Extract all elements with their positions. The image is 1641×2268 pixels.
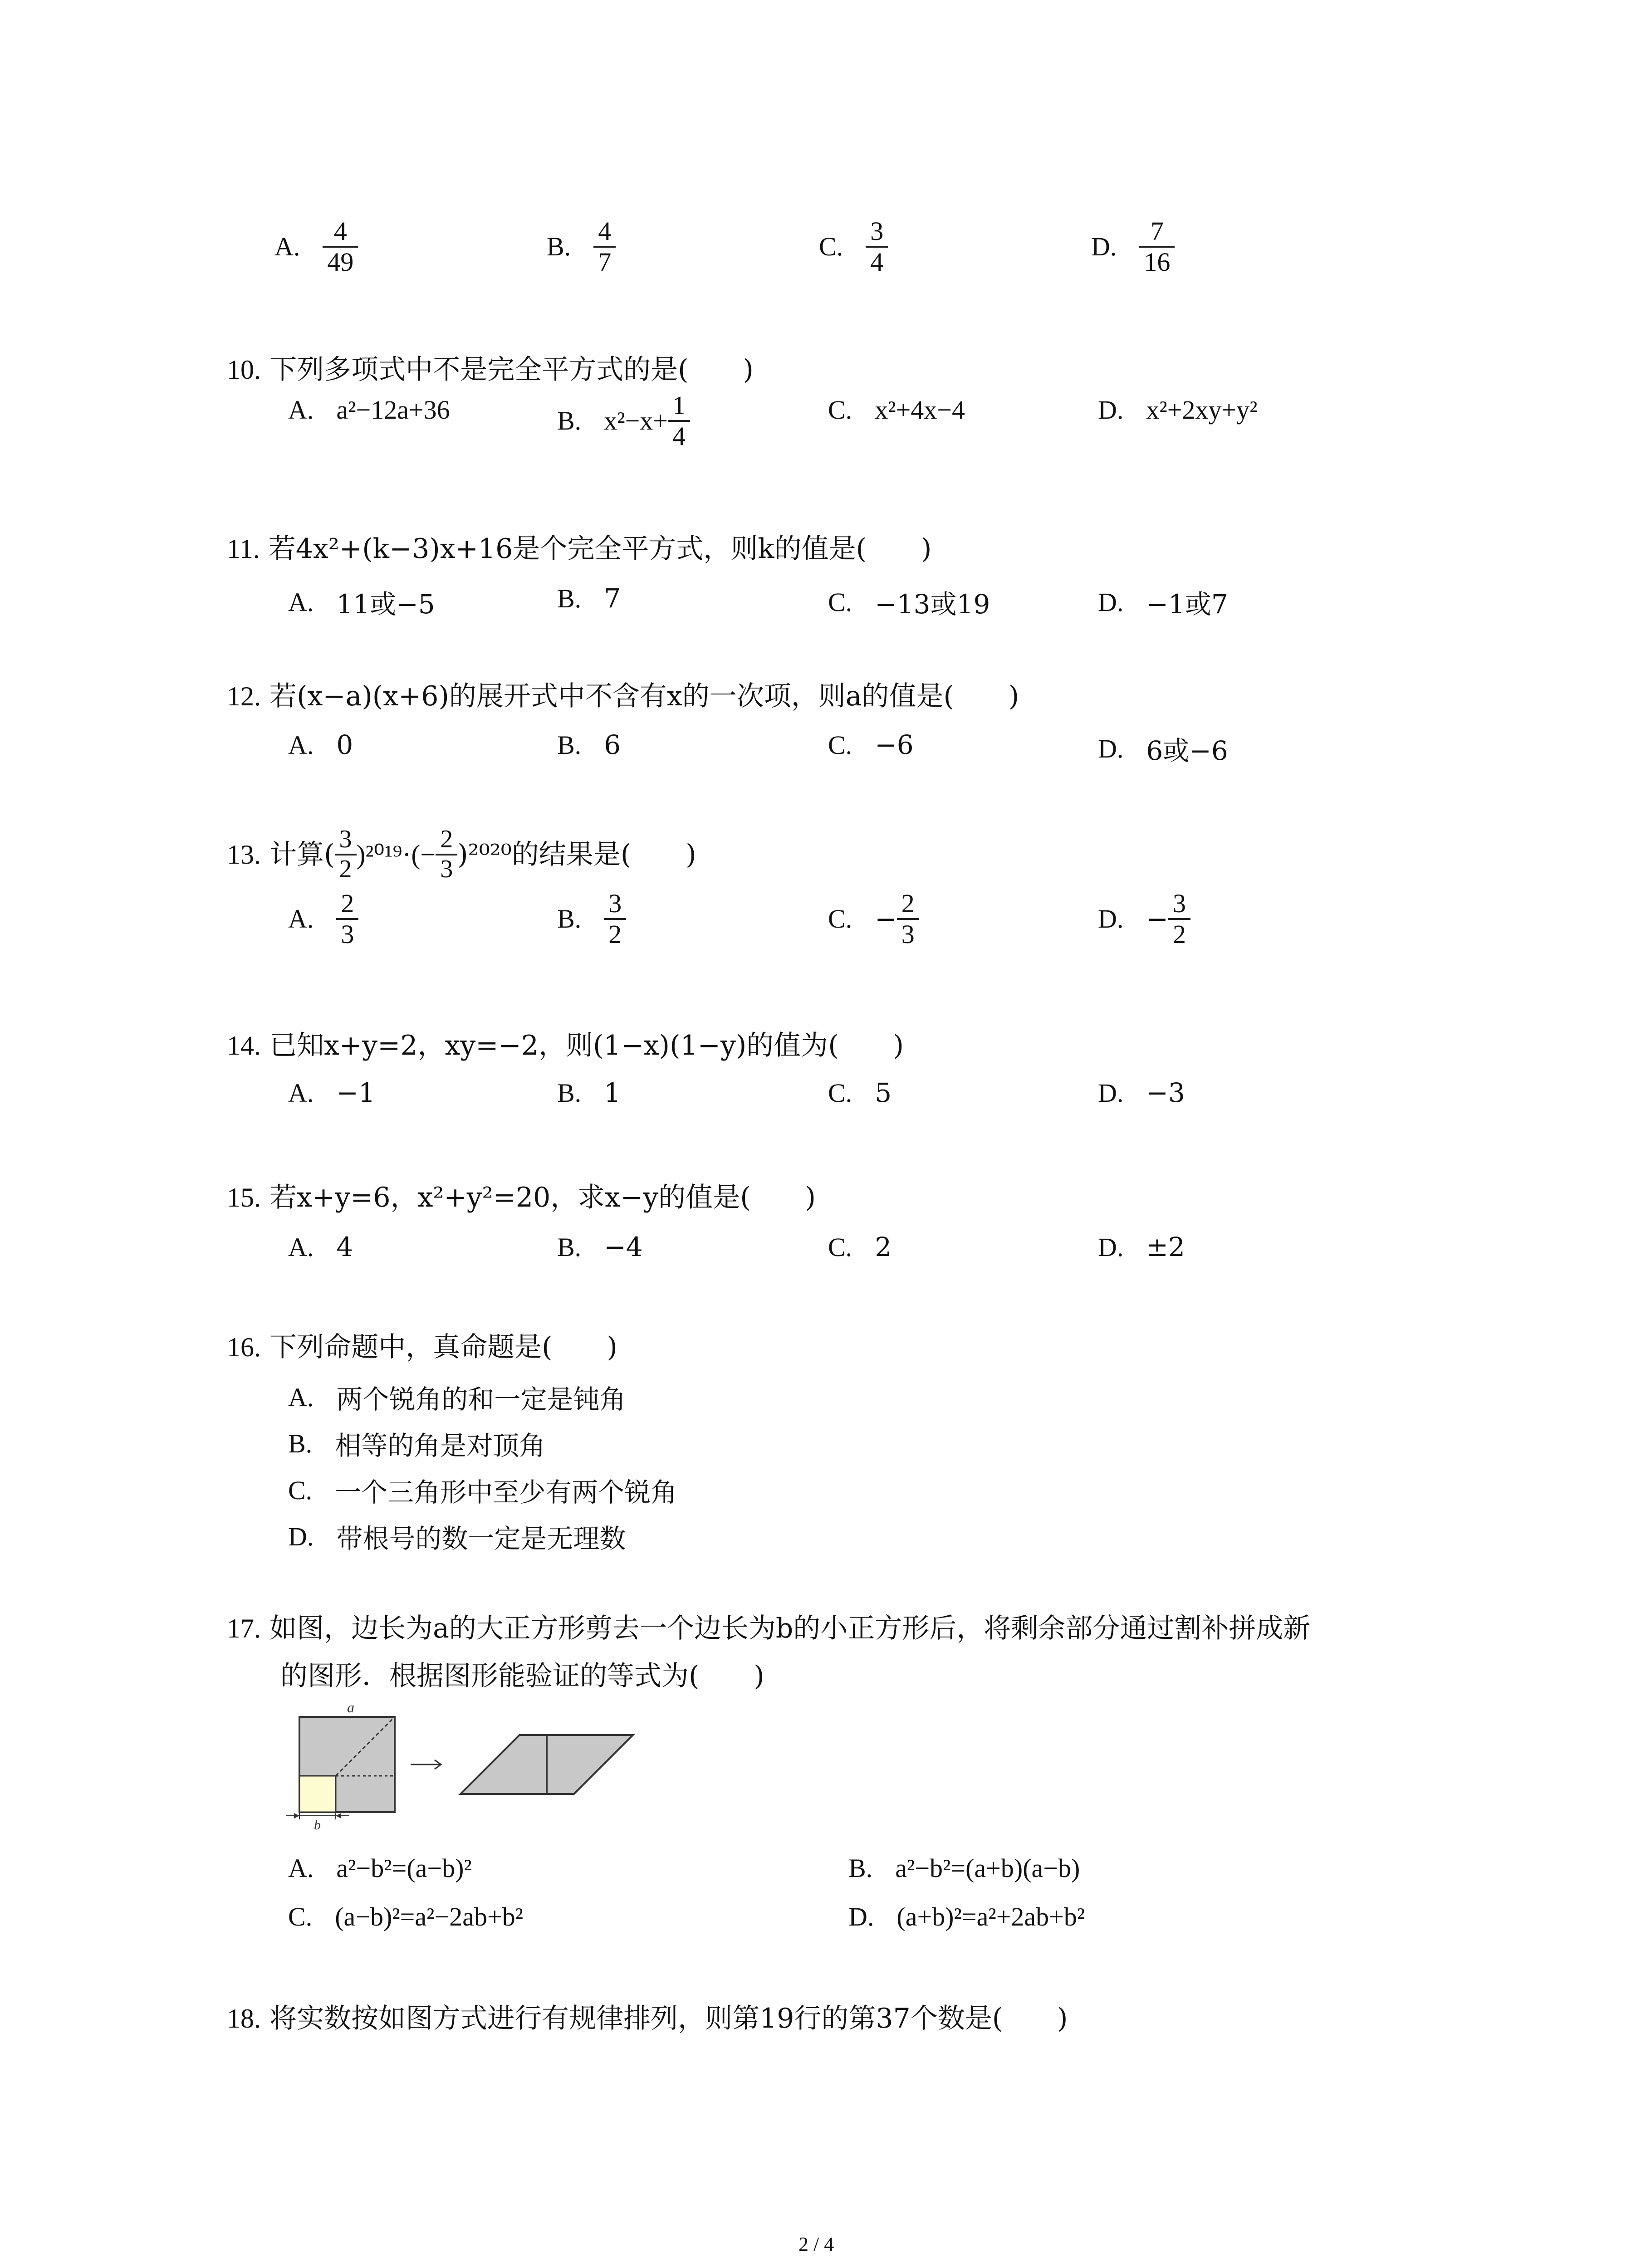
q15-option-d: D. ±2 (1098, 1232, 1185, 1262)
q17-option-c: C. (a−b)²=a²−2ab+b² (288, 1902, 524, 1931)
q17-b-arrow-left (294, 1813, 299, 1818)
q15-option-c: C. 2 (828, 1232, 892, 1262)
q12-option-c: C. −6 (828, 729, 914, 760)
q17-option-d: D. (a+b)²=a²+2ab+b² (848, 1902, 1085, 1931)
q17-small-square (299, 1776, 336, 1812)
q16-option-c: C. 一个三角形中至少有两个锐角 (288, 1475, 677, 1508)
q17-option-a: A. a²−b²=(a−b)² (288, 1853, 472, 1883)
q11-stem: 11. 若4x²+(k−3)x+16是个完全平方式，则k的值是( ) (227, 533, 932, 565)
q9-option-a: A. $\frac{4}{49}$ (274, 217, 358, 277)
q15-option-a: A. 4 (288, 1232, 353, 1262)
q13-option-c: C. − $\frac{2}{3}$ (828, 889, 919, 949)
q13-option-d-fraction: $\frac{3}{2}$ (1168, 889, 1190, 949)
q9-option-b-fraction: $\frac{4}{7}$ (593, 217, 616, 277)
q12-option-d: D. 6或−6 (1098, 733, 1228, 766)
q13-option-b-fraction: $\frac{3}{2}$ (604, 889, 626, 949)
q9-option-b: B. $\frac{4}{7}$ (547, 217, 616, 277)
q14-option-a: A. −1 (288, 1077, 375, 1108)
q16-option-a: A. 两个锐角的和一定是钝角 (288, 1382, 626, 1415)
q13-fraction-1: $\frac{3}{2}$ (335, 826, 357, 883)
q17-stem-line2: 的图形．根据图形能验证的等式为( ) (280, 1660, 764, 1692)
q16-option-d: D. 带根号的数一定是无理数 (288, 1521, 626, 1554)
q12-stem: 12. 若(x−a)(x+6)的展开式中不含有x的一次项，则a的值是( ) (227, 680, 1019, 712)
q16-stem: 16. 下列命题中，真命题是( ) (227, 1331, 617, 1363)
q14-option-b: B. 1 (557, 1077, 621, 1108)
q13-option-c-fraction: $\frac{2}{3}$ (897, 889, 919, 949)
q17-label-a: a (347, 1699, 354, 1716)
q12-option-a: A. 0 (288, 729, 353, 760)
q10-stem: 10. 下列多项式中不是完全平方式的是( ) (227, 354, 754, 386)
q13-option-b: B. $\frac{3}{2}$ (557, 889, 626, 949)
q10-option-b-fraction: $\frac{1}{4}$ (668, 391, 690, 451)
q13-option-a-fraction: $\frac{2}{3}$ (336, 889, 358, 949)
q11-option-b: B. 7 (557, 583, 621, 614)
q13-option-a: A. $\frac{2}{3}$ (288, 889, 358, 949)
q17-b-arrow-right (336, 1813, 341, 1818)
q17-option-b: B. a²−b²=(a+b)(a−b) (848, 1853, 1080, 1883)
q10-option-c: C. x²+4x−4 (828, 395, 965, 425)
q9-option-d: D. $\frac{7}{16}$ (1091, 217, 1175, 277)
q17-label-b: b (314, 1818, 321, 1830)
q14-option-c: C. 5 (828, 1077, 892, 1108)
q14-option-d: D. −3 (1098, 1077, 1185, 1108)
q10-option-a: A. a²−12a+36 (288, 395, 450, 425)
q12-option-b: B. 6 (557, 729, 621, 760)
q9-option-c: C. $\frac{3}{4}$ (819, 217, 888, 277)
q10-option-b: B. x²−x+ $\frac{1}{4}$ (557, 391, 690, 451)
q11-option-a: A. 11或−5 (288, 587, 435, 620)
q17-figure (281, 1699, 644, 1830)
q11-option-c: C. −13或19 (828, 587, 990, 620)
q9-option-c-fraction: $\frac{3}{4}$ (866, 217, 888, 277)
q11-option-d: D. −1或7 (1098, 587, 1228, 620)
q17-stem-line1: 17. 如图，边长为a的大正方形剪去一个边长为b的小正方形后，将剩余部分通过割补拼成新 (227, 1613, 1311, 1644)
q15-stem: 15. 若x+y=6，x²+y²=20，求x−y的值是( ) (227, 1182, 816, 1213)
q13-stem: 13. 计算( $\frac{3}{2}$ )²⁰¹⁹·(− $\frac{2}{3}$ )²⁰²⁰的结果是( ) (227, 825, 696, 883)
q13-option-d: D. − $\frac{3}{2}$ (1098, 889, 1190, 949)
q10-option-d: D. x²+2xy+y² (1098, 395, 1258, 425)
q16-option-b: B. 相等的角是对顶角 (288, 1428, 546, 1461)
q14-stem: 14. 已知x+y=2，xy=−2，则(1−x)(1−y)的值为( ) (227, 1030, 904, 1061)
page-number: 2 / 4 (798, 2233, 834, 2255)
q9-option-a-fraction: $\frac{4}{49}$ (323, 217, 358, 277)
q15-option-b: B. −4 (557, 1232, 643, 1262)
q18-stem: 18. 将实数按如图方式进行有规律排列，则第19行的第37个数是( ) (227, 2003, 1068, 2034)
q13-fraction-2: $\frac{2}{3}$ (436, 826, 457, 883)
q9-option-d-fraction: $\frac{7}{16}$ (1139, 217, 1175, 277)
